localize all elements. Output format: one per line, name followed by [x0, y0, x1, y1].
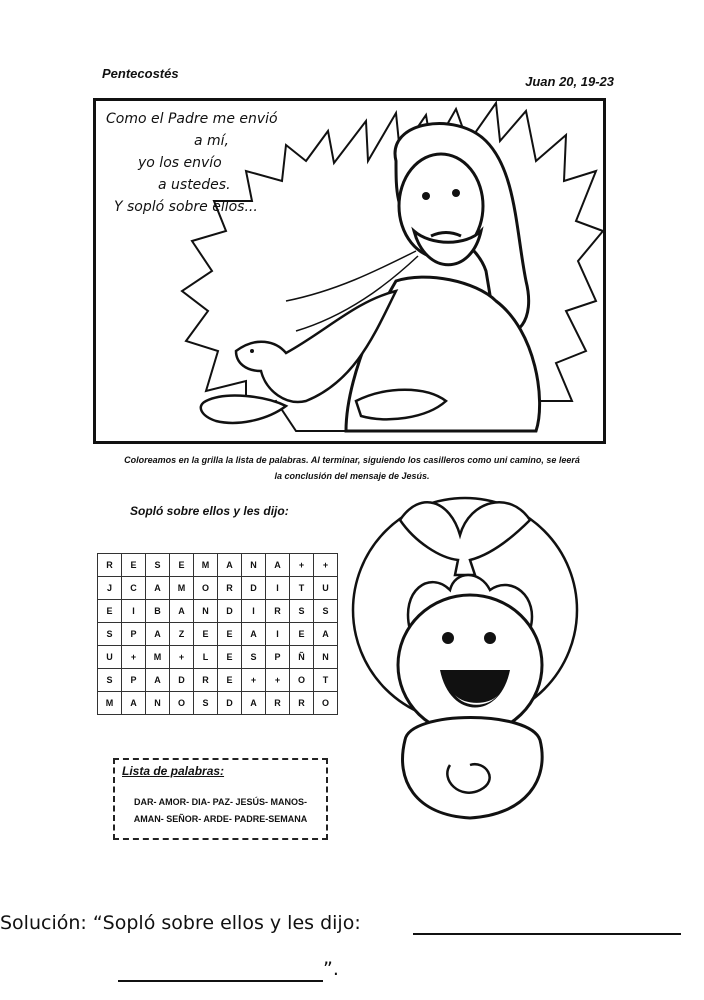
quote-line: Y sopló sobre ellos...: [114, 199, 258, 215]
grid-cell[interactable]: J: [98, 577, 122, 600]
grid-cell[interactable]: B: [146, 600, 170, 623]
grid-cell[interactable]: C: [122, 577, 146, 600]
child-dove-illustration: [350, 480, 580, 820]
quote-line: a mí,: [194, 133, 230, 149]
grid-row: [98, 577, 338, 600]
grid-cell[interactable]: E: [98, 600, 122, 623]
word-search-grid: [97, 553, 338, 715]
grid-cell[interactable]: O: [194, 577, 218, 600]
grid-cell[interactable]: N: [242, 554, 266, 577]
grid-cell[interactable]: I: [266, 623, 290, 646]
grid-cell[interactable]: R: [266, 600, 290, 623]
bible-reference: Juan 20, 19-23: [525, 74, 614, 89]
grid-row: [98, 692, 338, 715]
grid-cell[interactable]: +: [170, 646, 194, 669]
grid-cell[interactable]: M: [170, 577, 194, 600]
grid-cell[interactable]: D: [218, 600, 242, 623]
grid-row: [98, 623, 338, 646]
grid-cell[interactable]: M: [194, 554, 218, 577]
grid-cell[interactable]: R: [290, 692, 314, 715]
grid-cell[interactable]: Z: [170, 623, 194, 646]
grid-cell[interactable]: S: [98, 669, 122, 692]
instructions-line: Coloreamos en la grilla la lista de palabras. Al terminar, siguiendo los casilleros como uni camino, se leerá: [124, 455, 580, 465]
word-list-title: Lista de palabras:: [122, 764, 225, 778]
grid-cell[interactable]: D: [242, 577, 266, 600]
grid-cell[interactable]: R: [266, 692, 290, 715]
instructions-line: la conclusión del mensaje de Jesús.: [274, 471, 430, 481]
grid-cell[interactable]: A: [146, 577, 170, 600]
grid-cell[interactable]: E: [290, 623, 314, 646]
page-title: Pentecostés: [102, 66, 179, 81]
solution-closing: ”.: [323, 958, 339, 980]
grid-cell[interactable]: O: [170, 692, 194, 715]
grid-cell[interactable]: A: [170, 600, 194, 623]
grid-cell[interactable]: A: [146, 623, 170, 646]
grid-cell[interactable]: E: [122, 554, 146, 577]
grid-cell[interactable]: S: [290, 600, 314, 623]
quote-line: a ustedes.: [158, 177, 231, 193]
grid-cell[interactable]: R: [194, 669, 218, 692]
grid-cell[interactable]: P: [122, 623, 146, 646]
puzzle-title: Sopló sobre ellos y les dijo:: [130, 504, 289, 518]
grid-cell[interactable]: +: [314, 554, 338, 577]
grid-cell[interactable]: M: [98, 692, 122, 715]
quote-line: Como el Padre me envió: [106, 111, 278, 127]
grid-cell[interactable]: E: [218, 646, 242, 669]
grid-cell[interactable]: S: [146, 554, 170, 577]
grid-cell[interactable]: +: [122, 646, 146, 669]
quote-text: [102, 108, 278, 218]
grid-cell[interactable]: P: [122, 669, 146, 692]
grid-cell[interactable]: L: [194, 646, 218, 669]
grid-cell[interactable]: I: [242, 600, 266, 623]
grid-cell[interactable]: A: [122, 692, 146, 715]
answer-line[interactable]: [118, 980, 323, 982]
grid-cell[interactable]: S: [194, 692, 218, 715]
grid-cell[interactable]: A: [218, 554, 242, 577]
grid-cell[interactable]: U: [314, 577, 338, 600]
grid-cell[interactable]: M: [146, 646, 170, 669]
grid-cell[interactable]: D: [170, 669, 194, 692]
grid-cell[interactable]: A: [314, 623, 338, 646]
solution-label: Solución: “Sopló sobre ellos y les dijo:: [0, 912, 361, 934]
grid-cell[interactable]: U: [98, 646, 122, 669]
word-list: [118, 794, 323, 828]
grid-cell[interactable]: I: [266, 577, 290, 600]
grid-cell[interactable]: O: [290, 669, 314, 692]
grid-cell[interactable]: Ñ: [290, 646, 314, 669]
quote-line: yo los envío: [138, 155, 222, 171]
grid-cell[interactable]: S: [242, 646, 266, 669]
grid-row: [98, 554, 338, 577]
grid-row: [98, 646, 338, 669]
grid-cell[interactable]: +: [290, 554, 314, 577]
grid-cell[interactable]: I: [122, 600, 146, 623]
grid-cell[interactable]: N: [146, 692, 170, 715]
grid-cell[interactable]: R: [218, 577, 242, 600]
grid-row: [98, 600, 338, 623]
grid-cell[interactable]: E: [218, 623, 242, 646]
grid-cell[interactable]: P: [266, 646, 290, 669]
grid-cell[interactable]: E: [170, 554, 194, 577]
grid-cell[interactable]: S: [314, 600, 338, 623]
word-list-line: DAR- AMOR- DIA- PAZ- JESÚS- MANOS-: [134, 797, 307, 807]
grid-cell[interactable]: T: [314, 669, 338, 692]
grid-cell[interactable]: R: [98, 554, 122, 577]
grid-cell[interactable]: N: [194, 600, 218, 623]
grid-cell[interactable]: A: [146, 669, 170, 692]
grid-cell[interactable]: T: [290, 577, 314, 600]
grid-cell[interactable]: +: [242, 669, 266, 692]
grid-cell[interactable]: S: [98, 623, 122, 646]
word-list-line: AMAN- SEÑOR- ARDE- PADRE-SEMANA: [133, 814, 308, 824]
grid-cell[interactable]: A: [242, 692, 266, 715]
grid-cell[interactable]: D: [218, 692, 242, 715]
grid-cell[interactable]: E: [218, 669, 242, 692]
grid-cell[interactable]: A: [266, 554, 290, 577]
grid-cell[interactable]: E: [194, 623, 218, 646]
grid-cell[interactable]: +: [266, 669, 290, 692]
grid-cell[interactable]: A: [242, 623, 266, 646]
grid-cell[interactable]: N: [314, 646, 338, 669]
answer-line[interactable]: [413, 933, 681, 935]
grid-row: [98, 669, 338, 692]
grid-cell[interactable]: O: [314, 692, 338, 715]
